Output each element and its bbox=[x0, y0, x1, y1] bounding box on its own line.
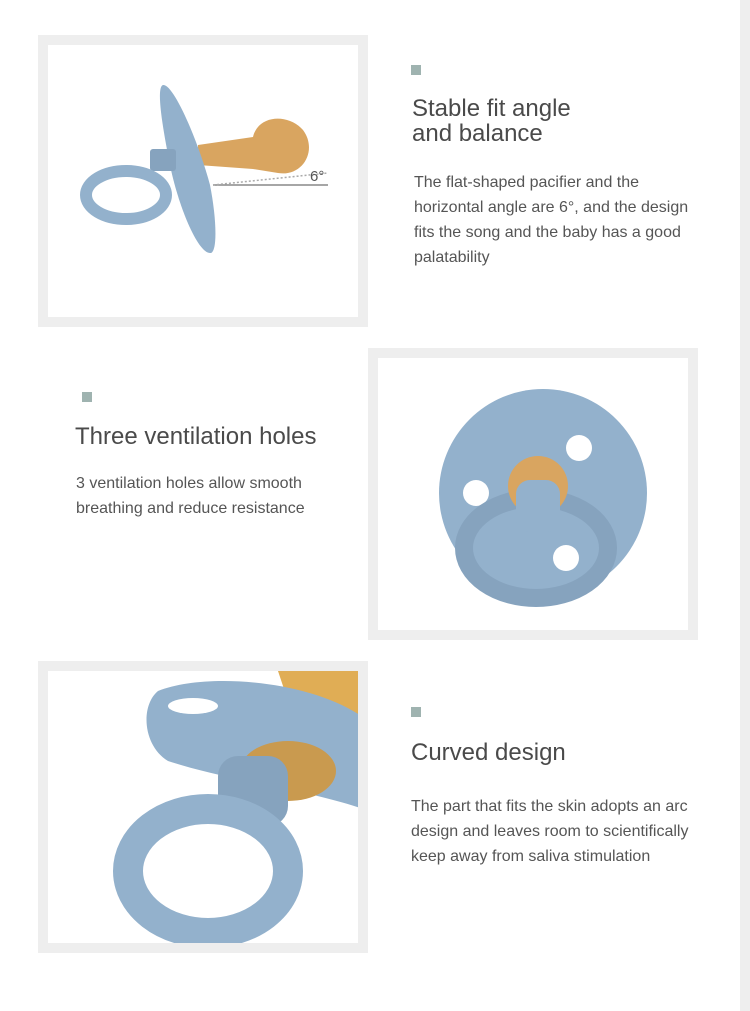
image-frame-side-angle bbox=[38, 35, 368, 327]
image-frame-front bbox=[368, 348, 698, 640]
section-description: The part that fits the skin adopts an arc design and leaves room to scientifically keep away from saliva stimulation bbox=[411, 798, 689, 865]
image-frame-closeup bbox=[38, 661, 368, 953]
pacifier-front-image bbox=[378, 358, 688, 630]
connector-shape bbox=[150, 149, 176, 171]
button-shape bbox=[516, 480, 560, 532]
angle-label: 6° bbox=[310, 168, 325, 185]
section-description: 3 ventilation holes allow smooth breathing and reduce resistance bbox=[76, 475, 305, 517]
ventilation-hole bbox=[553, 545, 579, 571]
section-description: The flat-shaped pacifier and the horizontal angle are 6°, and the design fits the song and the baby has a good palatability bbox=[414, 174, 689, 266]
handle-ring-shape bbox=[128, 809, 288, 933]
pacifier-closeup-image bbox=[48, 671, 358, 943]
section-marker bbox=[82, 392, 92, 402]
section-marker bbox=[411, 707, 421, 717]
pacifier-side-angle-image bbox=[48, 45, 358, 317]
section-title: Curved design bbox=[411, 739, 566, 766]
ventilation-hole bbox=[168, 698, 218, 714]
nipple-shape bbox=[198, 119, 309, 174]
section-title: Stable fit angle and balance bbox=[412, 95, 571, 147]
handle-ring-shape bbox=[86, 171, 166, 219]
section-title: Three ventilation holes bbox=[75, 423, 317, 450]
section-marker bbox=[411, 65, 421, 75]
ventilation-hole bbox=[566, 435, 592, 461]
page-scroll-strip bbox=[740, 0, 750, 1011]
